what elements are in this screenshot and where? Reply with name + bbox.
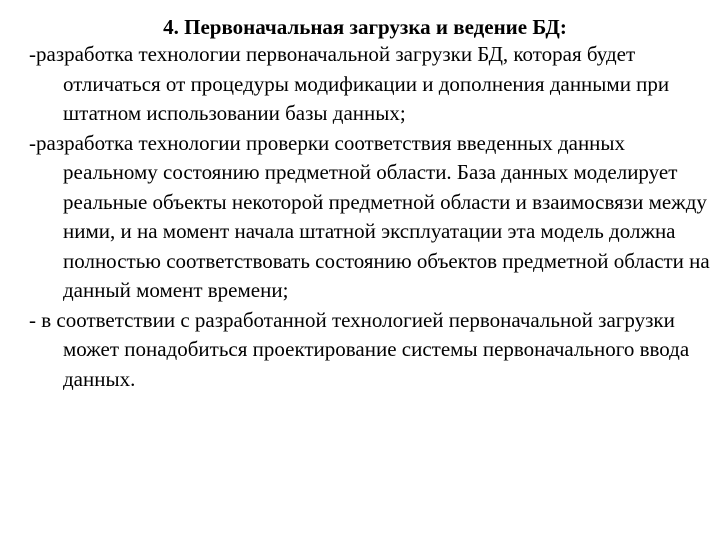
list-item: -разработка технологии проверки соответствия введенных данных реальному состоянию предметной области. База данных моделирует реальные объекты некоторой предметной области и взаимосвязи между ними, и на момент начала штатной эксплуатации эта модель должна полностью соответствовать состоянию объектов предметной области на данный момент времени; [29, 130, 710, 302]
bullet-list [29, 40, 713, 394]
list-item: -разработка технологии первоначальной загрузки БД, которая будет отличаться от процедуры модификации и дополнения данными при штатном использовании базы данных; [29, 42, 670, 125]
list-item: - в соответствии с разработанной технологией первоначальной загрузки может понадобиться проектирование системы первоначального ввода данных. [29, 307, 690, 391]
slide-title: 4. Первоначальная загрузка и ведение БД: [163, 15, 567, 39]
